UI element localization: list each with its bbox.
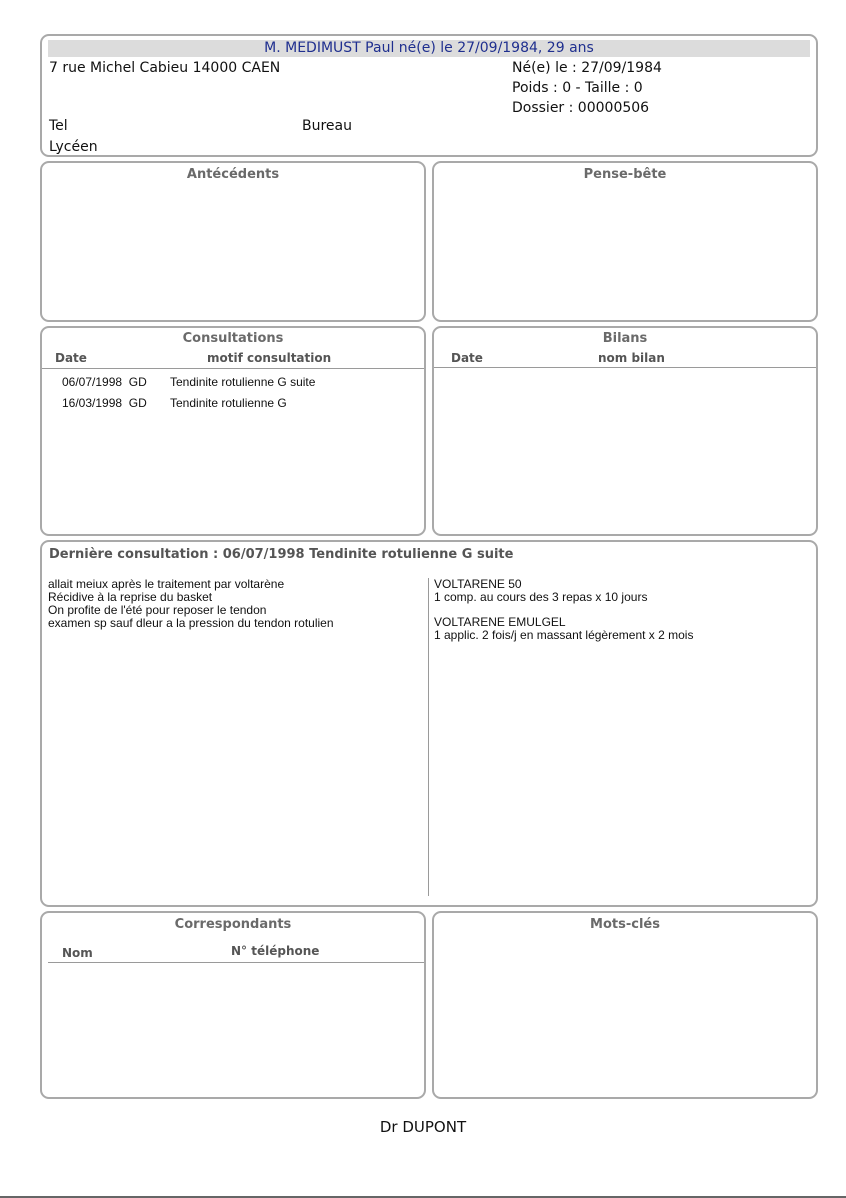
- notes-divider: [428, 578, 429, 896]
- prescription-name: VOLTARENE EMULGEL: [434, 615, 566, 629]
- last-consultation-title: Dernière consultation : 06/07/1998 Tendinite rotulienne G suite: [49, 547, 514, 562]
- note-line: On profite de l'été pour reposer le tendon: [48, 603, 267, 617]
- consultation-date: 06/07/1998: [62, 375, 123, 389]
- office-label: Bureau: [302, 118, 352, 134]
- bilans-header-rule: [434, 367, 816, 368]
- bilans-col-nom: nom bilan: [598, 351, 665, 365]
- correspondants-col-nom: Nom: [62, 946, 93, 960]
- consultation-motif[interactable]: Tendinite rotulienne G: [170, 396, 287, 410]
- last-consultation-panel: [40, 540, 818, 907]
- consultation-date: 16/03/1998: [62, 396, 123, 410]
- table-row[interactable]: [62, 375, 147, 389]
- table-row[interactable]: [62, 396, 147, 410]
- patient-file-number: Dossier : 00000506: [512, 100, 650, 116]
- correspondants-panel: [40, 911, 426, 1099]
- patient-banner: M. MEDIMUST Paul né(e) le 27/09/1984, 29 ans: [48, 40, 810, 57]
- bilans-title: Bilans: [602, 331, 648, 346]
- antecedents-title: Antécédents: [186, 167, 280, 182]
- consultation-motif[interactable]: Tendinite rotulienne G suite: [170, 375, 316, 389]
- consultations-col-date: Date: [55, 351, 87, 365]
- patient-occupation: Lycéen: [49, 139, 98, 155]
- doctor-signature: Dr DUPONT: [379, 1118, 467, 1136]
- correspondants-col-tel: N° téléphone: [231, 944, 320, 958]
- consultations-header-rule: [42, 368, 424, 369]
- prescriptions: [434, 578, 693, 642]
- antecedents-panel: [40, 161, 426, 322]
- consultation-doctor: GD: [128, 375, 147, 389]
- consultation-doctor: GD: [128, 396, 147, 410]
- note-line: allait meiux après le traitement par voltarène: [48, 577, 285, 591]
- note-line: Récidive à la reprise du basket: [48, 590, 213, 604]
- patient-address: 7 rue Michel Cabieu 14000 CAEN: [49, 60, 281, 76]
- prescription-dosage: 1 applic. 2 fois/j en massant légèrement x 2 mois: [434, 628, 694, 642]
- pense-bete-title: Pense-bête: [583, 167, 667, 182]
- patient-birthdate: Né(e) le : 27/09/1984: [512, 60, 662, 76]
- bilans-col-date: Date: [451, 351, 483, 365]
- consultations-title: Consultations: [182, 331, 284, 346]
- consultation-notes: [48, 578, 334, 630]
- bilans-panel: [432, 326, 818, 536]
- prescription-name: VOLTARENE 50: [434, 577, 522, 591]
- mots-cles-title: Mots-clés: [590, 917, 660, 932]
- correspondants-header-rule: [48, 962, 424, 963]
- note-line: examen sp sauf dleur a la pression du tendon rotulien: [48, 616, 334, 630]
- tel-label: Tel: [49, 118, 68, 134]
- prescription-dosage: 1 comp. au cours des 3 repas x 10 jours: [434, 590, 648, 604]
- consultations-panel: [40, 326, 426, 536]
- patient-measures: Poids : 0 - Taille : 0: [512, 80, 643, 96]
- consultations-col-motif: motif consultation: [207, 351, 332, 365]
- correspondants-title: Correspondants: [174, 917, 292, 932]
- patient-header: [40, 34, 818, 157]
- mots-cles-panel: [432, 911, 818, 1099]
- pense-bete-panel: [432, 161, 818, 322]
